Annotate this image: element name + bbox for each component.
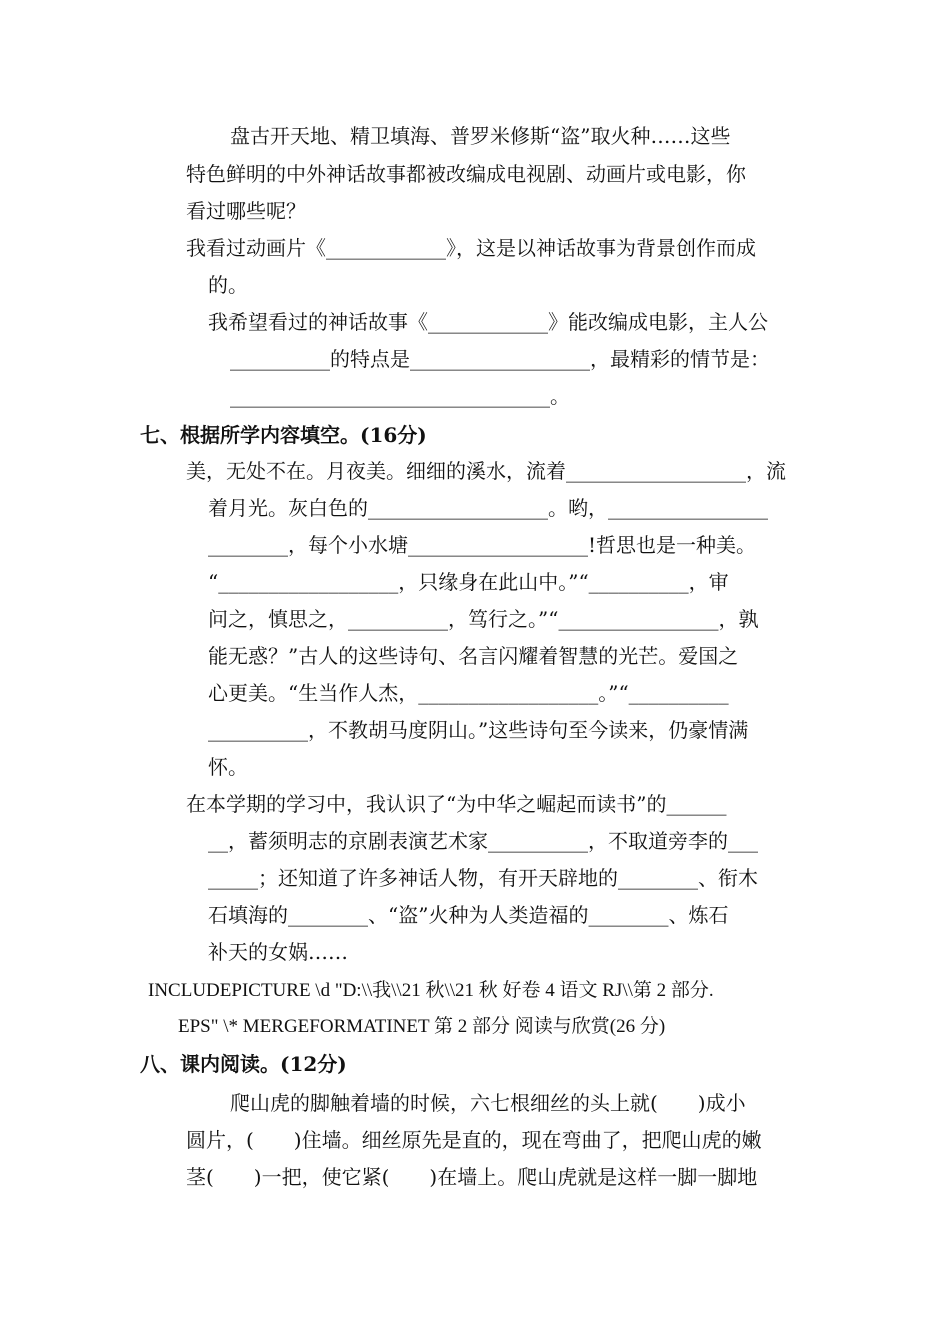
study-line-4: 石填海的________、“盗”火种为人类造福的________、炼石	[208, 903, 729, 927]
study-line-5: 补天的女娲……	[208, 940, 348, 964]
fill-line-3: ________，每个小水塘__________________!哲思也是一种美。	[208, 533, 757, 557]
field-code-line-2: EPS" \* MERGEFORMATINET 第 2 部分 阅读与欣赏(26 分)	[178, 1016, 666, 1037]
fill-line-4: “__________________，只缘身在此山中。”“__________，审	[208, 570, 729, 594]
section-7-heading: 七、根据所学内容填空。(16分)	[140, 423, 427, 447]
intro-line-1: 盘古开天地、精卫填海、普罗米修斯“盗”取火种……这些	[230, 124, 731, 148]
study-line-3: _____；还知道了许多神话人物，有开天辟地的________、衔木	[208, 866, 758, 890]
answer-line-4: __________的特点是__________________，最精彩的情节是：	[230, 347, 770, 371]
study-line-2: __，蓄须明志的京剧表演艺术家__________，不取道旁李的___	[208, 829, 758, 853]
answer-line-1: 我看过动画片《____________》，这是以神话故事为背景创作而成	[186, 236, 756, 260]
fill-line-6: 能无惑？”古人的这些诗句、名言闪耀着智慧的光芒。爱国之	[208, 644, 739, 668]
reading-line-3: 茎( )一把，使它紧( )在墙上。爬山虎就是这样一脚一脚地	[186, 1165, 758, 1189]
fill-line-2: 着月光。灰白色的__________________。哟，________________	[208, 496, 768, 520]
answer-line-5: ________________________________。	[230, 384, 570, 408]
answer-line-2: 的。	[208, 273, 248, 297]
fill-line-1: 美，无处不在。月夜美。细细的溪水，流着__________________，流	[186, 459, 786, 483]
fill-line-8: __________，不教胡马度阴山。”这些诗句至今读来，仍豪情满	[208, 718, 749, 742]
answer-line-3: 我希望看过的神话故事《____________》能改编成电影，主人公	[208, 310, 768, 334]
intro-line-3: 看过哪些呢？	[186, 199, 306, 223]
section-8-heading: 八、课内阅读。(12分)	[140, 1052, 347, 1076]
field-code-line-1: INCLUDEPICTURE \d "D:\\我\\21 秋\\21 秋 好卷 4 语文 RJ\\第 2 部分.	[148, 980, 714, 1001]
fill-line-5: 问之，慎思之，__________，笃行之。”“________________，孰	[208, 607, 759, 631]
fill-line-9: 怀。	[208, 755, 248, 779]
reading-line-1: 爬山虎的脚触着墙的时候，六七根细丝的头上就( )成小	[230, 1091, 746, 1115]
fill-line-7: 心更美。“生当作人杰，__________________。”“__________	[208, 681, 729, 705]
intro-line-2: 特色鲜明的中外神话故事都被改编成电视剧、动画片或电影，你	[186, 162, 746, 186]
reading-line-2: 圆片，( )住墙。细丝原先是直的，现在弯曲了，把爬山虎的嫩	[186, 1128, 762, 1152]
study-line-1: 在本学期的学习中，我认识了“为中华之崛起而读书”的______	[186, 792, 727, 816]
